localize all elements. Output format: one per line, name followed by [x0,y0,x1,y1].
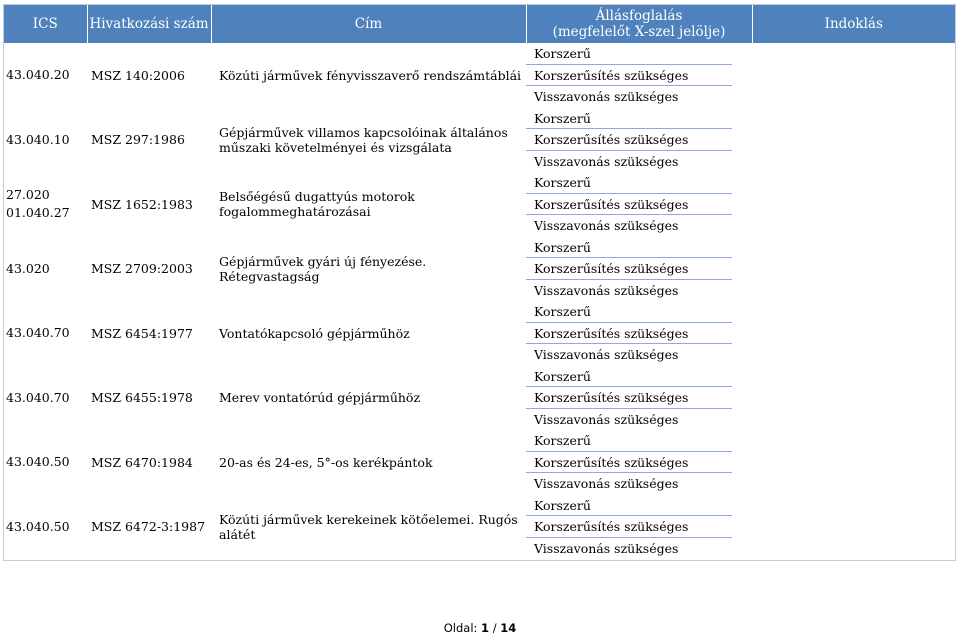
reference-number: MSZ 6455:1978 [91,390,193,406]
option-up-to-date[interactable]: Korszerű [526,237,732,259]
reason-cell[interactable] [752,237,955,302]
table-row [4,43,955,108]
opinion-options [526,301,752,366]
opinion-options [526,172,752,237]
table-row [4,172,955,237]
option-needs-revision[interactable]: Korszerűsítés szükséges [526,452,732,474]
reference-number: MSZ 6470:1984 [91,454,193,470]
opinion-cell [526,301,752,366]
reason-cell[interactable] [752,43,955,108]
page-current: 1 [481,621,490,635]
opinion-options [526,366,752,431]
option-needs-revision[interactable]: Korszerűsítés szükséges [526,65,732,87]
table-header-row [4,5,955,43]
header-ics: ICS [4,5,87,43]
option-withdrawal-needed[interactable]: Visszavonás szükséges [534,540,679,556]
standard-title: Közúti járművek fényvisszaverő rendszámtáblái [219,67,522,83]
page-label: Oldal: [443,621,478,635]
standard-title: Gépjárművek gyári új fényezése. Rétegvastagság [219,253,427,284]
opinion-cell [526,495,752,560]
ics-code: 27.020 01.040.27 [6,187,70,221]
option-withdrawal-needed[interactable]: Visszavonás szükséges [534,411,679,427]
opinion-options [526,43,752,108]
option-needs-revision[interactable]: Korszerűsítés szükséges [526,387,732,409]
page-total: 14 [500,621,517,635]
option-withdrawal-needed[interactable]: Visszavonás szükséges [534,218,679,233]
standard-title: 20-as és 24-es, 5°-os kerékpántok [219,454,433,470]
reason-cell[interactable] [752,430,955,495]
reason-cell[interactable] [752,495,955,560]
option-up-to-date[interactable]: Korszerű [526,43,732,65]
standard-title: Vontatókapcsoló gépjárműhöz [219,325,410,341]
opinion-cell [526,108,752,173]
ics-code: 43.040.70 [6,389,70,405]
option-withdrawal-needed[interactable]: Visszavonás szükséges [534,347,679,362]
page-separator: / [492,621,497,635]
opinion-options [526,108,752,173]
table-row [4,495,955,560]
ics-code: 43.040.70 [6,325,70,341]
option-up-to-date[interactable]: Korszerű [526,108,732,130]
option-up-to-date[interactable]: Korszerű [526,430,732,452]
ics-code: 43.020 [6,260,50,276]
opinion-cell [526,237,752,302]
ics-code: 43.040.10 [6,131,70,147]
reference-number: MSZ 2709:2003 [91,261,193,277]
table-row [4,430,955,495]
table-row [4,108,955,173]
opinion-cell [526,43,752,108]
option-needs-revision[interactable]: Korszerűsítés szükséges [526,516,732,538]
reason-cell[interactable] [752,366,955,431]
header-reason: Indoklás [752,5,955,43]
standards-table [4,5,955,559]
standard-title: Gépjárművek villamos kapcsolóinak általános műszaki követelményei és vizsgálata [219,124,508,155]
option-withdrawal-needed[interactable]: Visszavonás szükséges [534,153,679,169]
header-opinion-line2: (megfelelőt X-szel jelölje) [552,24,726,40]
header-opinion [526,5,752,43]
header-ref-no: Hivatkozási szám [87,5,211,43]
opinion-options [526,495,752,560]
reason-cell[interactable] [752,172,955,237]
option-up-to-date[interactable]: Korszerű [526,366,732,388]
table-row [4,366,955,431]
option-up-to-date[interactable]: Korszerű [526,495,732,517]
opinion-cell [526,172,752,237]
opinion-options [526,237,752,302]
ics-code: 43.040.50 [6,518,70,534]
reason-cell[interactable] [752,108,955,173]
header-title: Cím [211,5,526,43]
reason-cell[interactable] [752,301,955,366]
table-row [4,301,955,366]
opinion-options [526,430,752,495]
standard-title: Merev vontatórúd gépjárműhöz [219,390,421,406]
reference-number: MSZ 6454:1977 [91,325,193,341]
table-row [4,237,955,302]
ics-code: 43.040.50 [6,454,70,470]
ics-code: 43.040.20 [6,67,70,83]
header-opinion-line1: Állásfoglalás [595,8,683,24]
reference-number: MSZ 297:1986 [91,132,185,148]
option-needs-revision[interactable]: Korszerűsítés szükséges [526,258,732,280]
option-needs-revision[interactable]: Korszerűsítés szükséges [526,194,732,216]
option-needs-revision[interactable]: Korszerűsítés szükséges [526,129,732,151]
page-footer [0,621,960,635]
standard-title: Közúti járművek kerekeinek kötőelemei. Rugós alátét [219,511,518,542]
option-up-to-date[interactable]: Korszerű [526,301,732,323]
standard-title: Belsőégésű dugattyús motorok fogalommeghatározásai [219,189,415,220]
opinion-cell [526,430,752,495]
reference-number: MSZ 1652:1983 [91,196,193,212]
reference-number: MSZ 6472-3:1987 [91,519,206,535]
reference-number: MSZ 140:2006 [91,67,185,83]
option-withdrawal-needed[interactable]: Visszavonás szükséges [534,476,679,491]
opinion-cell [526,366,752,431]
option-withdrawal-needed[interactable]: Visszavonás szükséges [534,89,679,104]
option-up-to-date[interactable]: Korszerű [526,172,732,194]
option-withdrawal-needed[interactable]: Visszavonás szükséges [534,282,679,298]
option-needs-revision[interactable]: Korszerűsítés szükséges [526,323,732,345]
